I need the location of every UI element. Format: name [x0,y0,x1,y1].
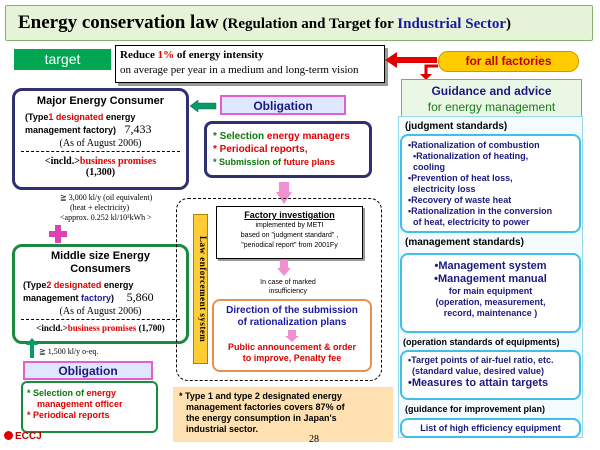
arrow-investigation-to-case [277,260,291,276]
all-factories-badge: for all factories [438,51,579,72]
obligation-box-2: * Selection of energy management officer * Periodical reports [21,381,158,433]
note-box: * Type 1 and type 2 designated energy management factories covers 87% of the energy consumption in Japan's industrial sector. [173,387,393,442]
law-enforcement-label: Law enforcement system [198,235,208,343]
target-label: target [14,49,111,70]
operation-box: •Target points of air-fuel ratio, etc. (standard value, desired value) •Measures to attain targets [400,350,581,400]
obligation-header-2: Obligation [23,361,153,380]
target-line2: on average per year in a medium and long-term vision [120,64,359,76]
major-count: 7,433 [124,122,152,136]
improvement-label: (guidance for improvement plan) [405,404,546,414]
page-number: 28 [309,434,319,445]
major-energy-consumer-box: Major Energy Consumer (Type1 designated energy management factory) 7,433 (As of August 2006) <incld.>business promises (1,300) [12,88,189,190]
obligation-header-1: Obligation [220,95,346,115]
threshold-middle: ≧ 1,500 kl/y o-eq. [39,347,99,356]
title-sub-prefix: (Regulation and Target for [222,16,398,32]
judgment-box: •Rationalization of combustion •Rationalization of heating, cooling •Prevention of heat loss, electricity loss •Recovery of waste heat •Rationalization in the conversion of heat, electricity to power [400,134,581,233]
obligation-box-1: * Selection energy managers * Periodical reports, * Submission of future plans [204,121,372,178]
major-title: Major Energy Consumer [36,95,165,107]
judgment-label: (judgment standards) [405,121,508,132]
title-sub-suffix: ) [506,16,512,32]
arrow-factories-to-guidance [400,64,440,80]
page-title [18,12,511,34]
management-box: •Management system •Management manual for main equipment (operation, measurement, record, maintenance ) [400,253,581,333]
title-sub-highlight: Industrial Sector [397,16,507,32]
title-main: Energy conservation law [18,12,219,33]
improvement-box: List of high efficiency equipment [400,418,581,438]
middle-energy-consumer-box: Middle size Energy Consumers (Type2 designated energy management factory) 5,860 (As of August 2006) <incld.>business promises (1,700) [12,244,189,344]
plus-icon [47,223,69,245]
middle-count: 5,860 [126,290,154,304]
target-percent: 1% [157,49,175,61]
arrow-obligation-to-major [188,99,218,113]
guidance-header: Guidance and advice for energy management [401,79,582,118]
eccj-logo: ECCJ [4,431,42,442]
arrow-direction-to-penalty [285,330,299,342]
operation-label: (operation standards of equipments) [403,337,560,347]
factory-investigation-box: Factory investigation implemented by METI based on "judgment standard" , "periodical report" from 2001Fy [216,206,363,259]
management-label: (management standards) [405,237,524,248]
marked-case-label: In case of marked insufficiency [260,279,316,295]
target-statement: Reduce 1% of energy intensity on average per year in a medium and long-term vision [115,45,385,83]
arrow-up-to-middle [26,338,38,358]
direction-box: Direction of the submission of rationalization plans Public announcement & order to improve, Penalty fee [212,299,372,372]
threshold-major: ≧ 3,000 kl/y (oil equivalent) (heat + electricity) <approx. 0.252 kl/10³kWh > [60,193,153,222]
